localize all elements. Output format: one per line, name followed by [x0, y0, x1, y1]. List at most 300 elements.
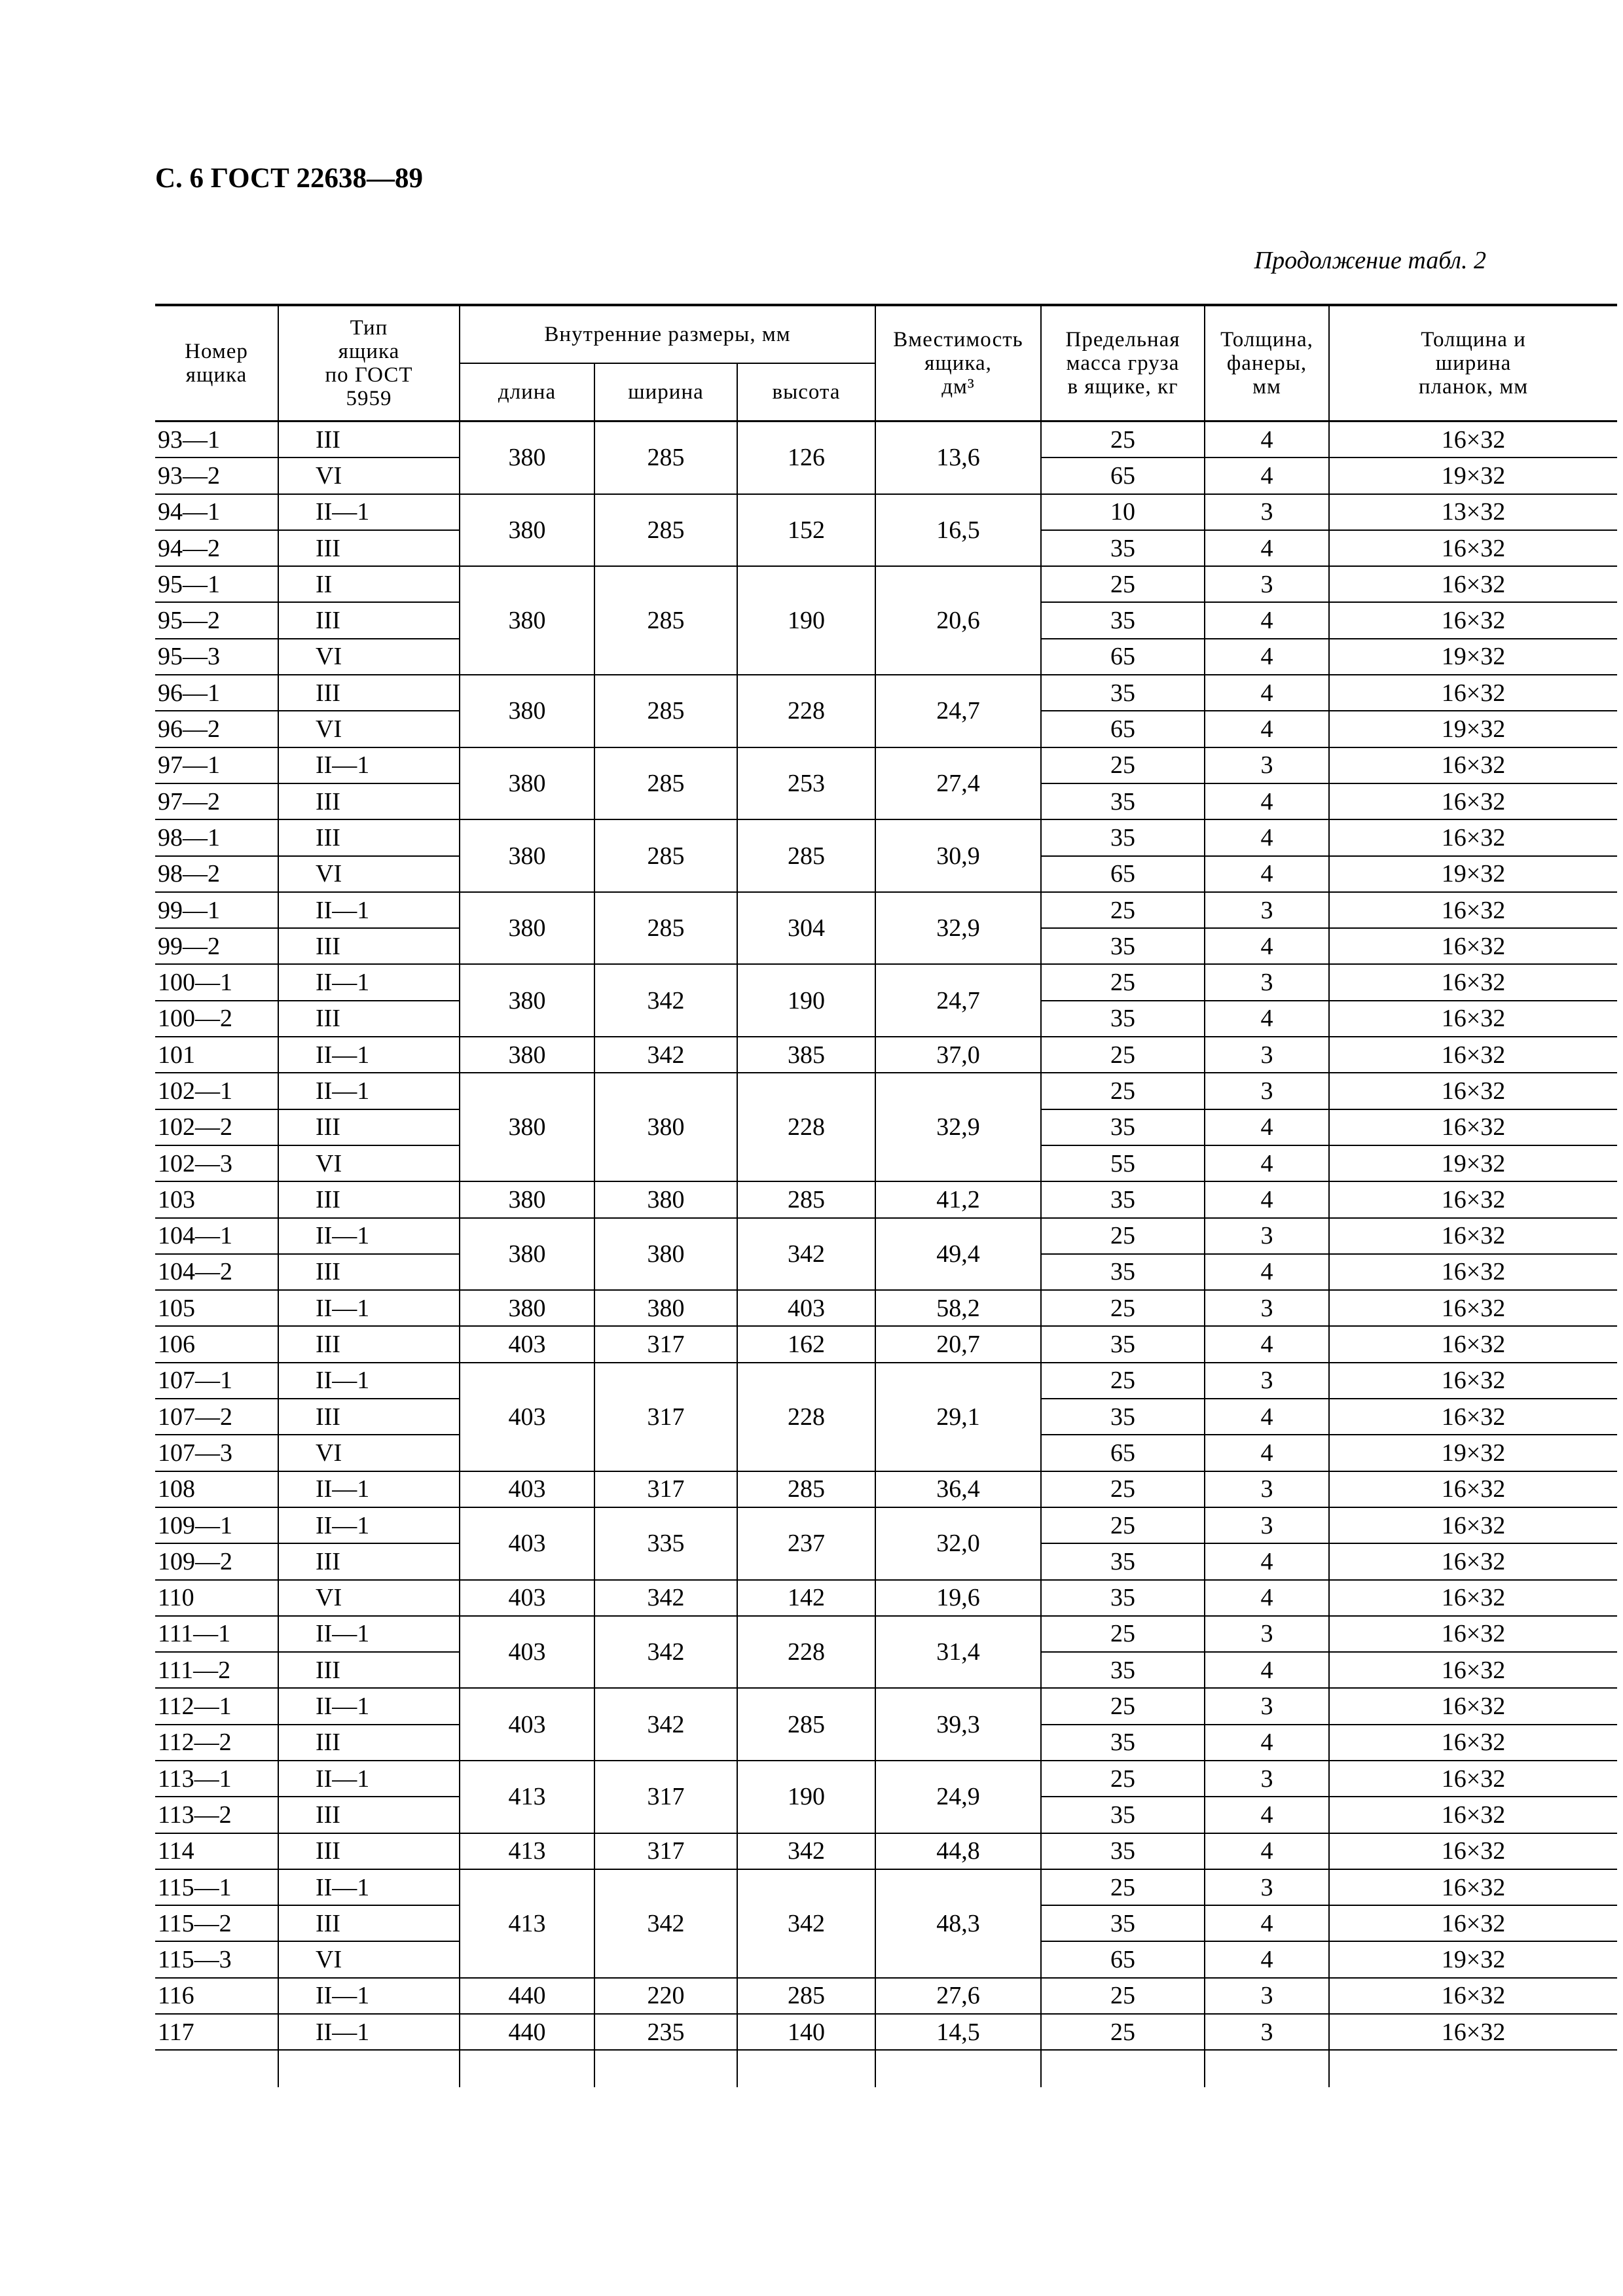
max-mass-cell: 35	[1041, 602, 1205, 638]
box-number-cell: 107—2	[155, 1399, 278, 1435]
max-mass-cell: 35	[1041, 1797, 1205, 1833]
max-mass-cell: 25	[1041, 1073, 1205, 1109]
length-cell: 403	[460, 1363, 594, 1471]
box-number-cell: 97—1	[155, 747, 278, 783]
capacity-cell: 20,7	[875, 1326, 1041, 1362]
box-number-cell: 106	[155, 1326, 278, 1362]
table-row	[155, 1833, 1617, 1869]
plywood-thickness-cell: 3	[1205, 747, 1329, 783]
table-spacer-cell	[1041, 2050, 1205, 2087]
box-dimensions-table	[155, 304, 1529, 2087]
plywood-thickness-cell: 3	[1205, 1471, 1329, 1507]
batten-size-cell: 16×32	[1329, 1797, 1617, 1833]
box-number-cell: 97—2	[155, 783, 278, 819]
width-cell: 342	[594, 1869, 737, 1978]
box-type-cell: II—1	[278, 1761, 460, 1797]
height-cell: 304	[737, 892, 875, 965]
max-mass-cell: 35	[1041, 1905, 1205, 1941]
table-row	[155, 1181, 1617, 1217]
plywood-thickness-cell: 4	[1205, 1181, 1329, 1217]
max-mass-cell: 65	[1041, 711, 1205, 747]
plywood-thickness-cell: 4	[1205, 602, 1329, 638]
table-body	[155, 422, 1617, 2088]
plywood-thickness-cell: 4	[1205, 422, 1329, 458]
batten-size-cell: 16×32	[1329, 1761, 1617, 1797]
width-cell: 235	[594, 2014, 737, 2050]
batten-size-cell: 16×32	[1329, 1833, 1617, 1869]
batten-size-cell: 19×32	[1329, 1941, 1617, 1977]
max-mass-cell: 25	[1041, 1363, 1205, 1399]
plywood-thickness-cell: 3	[1205, 1761, 1329, 1797]
box-number-cell: 108	[155, 1471, 278, 1507]
box-number-cell: 103	[155, 1181, 278, 1217]
batten-size-cell: 16×32	[1329, 1399, 1617, 1435]
plywood-thickness-cell: 3	[1205, 494, 1329, 530]
batten-size-cell: 19×32	[1329, 457, 1617, 493]
box-type-cell: II—1	[278, 494, 460, 530]
box-number-cell: 116	[155, 1978, 278, 2014]
box-number-cell: 110	[155, 1580, 278, 1616]
height-cell: 190	[737, 964, 875, 1037]
box-type-cell: III	[278, 602, 460, 638]
box-number-cell: 115—2	[155, 1905, 278, 1941]
length-cell: 440	[460, 2014, 594, 2050]
batten-size-cell: 19×32	[1329, 1435, 1617, 1471]
length-cell: 440	[460, 1978, 594, 2014]
box-number-cell: 112—1	[155, 1688, 278, 1724]
plywood-thickness-cell: 4	[1205, 711, 1329, 747]
box-number-cell: 96—2	[155, 711, 278, 747]
table-row	[155, 747, 1617, 783]
plywood-thickness-cell: 4	[1205, 1941, 1329, 1977]
height-cell: 285	[737, 1978, 875, 2014]
plywood-thickness-cell: 4	[1205, 1725, 1329, 1761]
height-cell: 152	[737, 494, 875, 567]
batten-size-cell: 16×32	[1329, 747, 1617, 783]
width-cell: 285	[594, 747, 737, 820]
max-mass-cell: 35	[1041, 1652, 1205, 1688]
box-type-cell: II—1	[278, 1507, 460, 1543]
table-row	[155, 1761, 1617, 1797]
capacity-cell: 29,1	[875, 1363, 1041, 1471]
box-type-cell: II—1	[278, 1218, 460, 1254]
max-mass-cell: 65	[1041, 639, 1205, 675]
batten-size-cell: 16×32	[1329, 1181, 1617, 1217]
batten-size-cell: 16×32	[1329, 1688, 1617, 1724]
max-mass-cell: 35	[1041, 1326, 1205, 1362]
max-mass-cell: 35	[1041, 675, 1205, 711]
plywood-thickness-cell: 4	[1205, 1580, 1329, 1616]
plywood-thickness-cell: 4	[1205, 1399, 1329, 1435]
box-type-cell: III	[278, 1652, 460, 1688]
header-max-mass: Предельная масса груза в ящике, кг	[1041, 305, 1205, 422]
plywood-thickness-cell: 3	[1205, 1978, 1329, 2014]
box-number-cell: 93—2	[155, 457, 278, 493]
table-row	[155, 494, 1617, 530]
width-cell: 285	[594, 566, 737, 675]
width-cell: 380	[594, 1218, 737, 1291]
box-type-cell: VI	[278, 1580, 460, 1616]
length-cell: 403	[460, 1326, 594, 1362]
capacity-cell: 27,4	[875, 747, 1041, 820]
batten-size-cell: 16×32	[1329, 602, 1617, 638]
width-cell: 285	[594, 892, 737, 965]
box-number-cell: 111—2	[155, 1652, 278, 1688]
batten-size-cell: 16×32	[1329, 2014, 1617, 2050]
max-mass-cell: 65	[1041, 1941, 1205, 1977]
batten-size-cell: 16×32	[1329, 964, 1617, 1000]
height-cell: 285	[737, 1688, 875, 1761]
plywood-thickness-cell: 4	[1205, 675, 1329, 711]
max-mass-cell: 35	[1041, 1833, 1205, 1869]
table-row	[155, 819, 1617, 855]
plywood-thickness-cell: 4	[1205, 1254, 1329, 1290]
box-number-cell: 94—2	[155, 530, 278, 566]
header-height: высота	[737, 363, 875, 422]
width-cell: 380	[594, 1073, 737, 1181]
table-row	[155, 1326, 1617, 1362]
height-cell: 162	[737, 1326, 875, 1362]
length-cell: 380	[460, 747, 594, 820]
table-row	[155, 1290, 1617, 1326]
max-mass-cell: 25	[1041, 1507, 1205, 1543]
plywood-thickness-cell: 3	[1205, 1616, 1329, 1652]
box-type-cell: III	[278, 1326, 460, 1362]
table-row	[155, 964, 1617, 1000]
box-number-cell: 111—1	[155, 1616, 278, 1652]
box-number-cell: 99—1	[155, 892, 278, 928]
max-mass-cell: 25	[1041, 892, 1205, 928]
box-type-cell: III	[278, 1833, 460, 1869]
capacity-cell: 19,6	[875, 1580, 1041, 1616]
batten-size-cell: 16×32	[1329, 1869, 1617, 1905]
batten-size-cell: 16×32	[1329, 530, 1617, 566]
plywood-thickness-cell: 3	[1205, 964, 1329, 1000]
batten-size-cell: 16×32	[1329, 928, 1617, 964]
box-type-cell: III	[278, 1725, 460, 1761]
box-number-cell: 105	[155, 1290, 278, 1326]
table-row	[155, 1580, 1617, 1616]
batten-size-cell: 16×32	[1329, 1725, 1617, 1761]
header-batten-size: Толщина и ширина планок, мм	[1329, 305, 1617, 422]
batten-size-cell: 16×32	[1329, 1616, 1617, 1652]
plywood-thickness-cell: 4	[1205, 1652, 1329, 1688]
max-mass-cell: 25	[1041, 1869, 1205, 1905]
capacity-cell: 32,9	[875, 892, 1041, 965]
height-cell: 228	[737, 1363, 875, 1471]
box-number-cell: 107—1	[155, 1363, 278, 1399]
box-number-cell: 117	[155, 2014, 278, 2050]
capacity-cell: 58,2	[875, 1290, 1041, 1326]
batten-size-cell: 16×32	[1329, 1580, 1617, 1616]
batten-size-cell: 16×32	[1329, 1109, 1617, 1145]
box-type-cell: III	[278, 1399, 460, 1435]
header-width: ширина	[594, 363, 737, 422]
length-cell: 403	[460, 1616, 594, 1689]
max-mass-cell: 25	[1041, 1616, 1205, 1652]
height-cell: 126	[737, 422, 875, 494]
plywood-thickness-cell: 4	[1205, 1833, 1329, 1869]
plywood-thickness-cell: 3	[1205, 1290, 1329, 1326]
batten-size-cell: 16×32	[1329, 1905, 1617, 1941]
box-type-cell: III	[278, 1797, 460, 1833]
plywood-thickness-cell: 4	[1205, 1435, 1329, 1471]
box-number-cell: 95—2	[155, 602, 278, 638]
width-cell: 317	[594, 1326, 737, 1362]
table-row	[155, 675, 1617, 711]
box-type-cell: III	[278, 675, 460, 711]
max-mass-cell: 25	[1041, 1218, 1205, 1254]
max-mass-cell: 35	[1041, 1181, 1205, 1217]
max-mass-cell: 35	[1041, 530, 1205, 566]
max-mass-cell: 25	[1041, 1471, 1205, 1507]
width-cell: 317	[594, 1761, 737, 1833]
max-mass-cell: 25	[1041, 2014, 1205, 2050]
table-spacer-cell	[1205, 2050, 1329, 2087]
height-cell: 342	[737, 1218, 875, 1291]
capacity-cell: 44,8	[875, 1833, 1041, 1869]
length-cell: 403	[460, 1580, 594, 1616]
length-cell: 380	[460, 675, 594, 747]
box-number-cell: 94—1	[155, 494, 278, 530]
box-type-cell: VI	[278, 1941, 460, 1977]
width-cell: 285	[594, 422, 737, 494]
capacity-cell: 39,3	[875, 1688, 1041, 1761]
box-number-cell: 96—1	[155, 675, 278, 711]
batten-size-cell: 16×32	[1329, 1290, 1617, 1326]
box-number-cell: 109—2	[155, 1543, 278, 1579]
batten-size-cell: 16×32	[1329, 1001, 1617, 1037]
batten-size-cell: 16×32	[1329, 1507, 1617, 1543]
table-row	[155, 892, 1617, 928]
box-type-cell: II—1	[278, 1688, 460, 1724]
table-row	[155, 1037, 1617, 1073]
plywood-thickness-cell: 3	[1205, 2014, 1329, 2050]
table-row	[155, 1869, 1617, 1905]
height-cell: 142	[737, 1580, 875, 1616]
width-cell: 285	[594, 494, 737, 567]
box-type-cell: VI	[278, 1435, 460, 1471]
table-spacer-cell	[460, 2050, 594, 2087]
width-cell: 285	[594, 675, 737, 747]
max-mass-cell: 25	[1041, 1761, 1205, 1797]
max-mass-cell: 35	[1041, 1580, 1205, 1616]
height-cell: 237	[737, 1507, 875, 1580]
plywood-thickness-cell: 4	[1205, 783, 1329, 819]
length-cell: 403	[460, 1471, 594, 1507]
height-cell: 285	[737, 819, 875, 892]
batten-size-cell: 16×32	[1329, 422, 1617, 458]
table-spacer-cell	[155, 2050, 278, 2087]
box-type-cell: III	[278, 1905, 460, 1941]
batten-size-cell: 16×32	[1329, 1037, 1617, 1073]
batten-size-cell: 19×32	[1329, 856, 1617, 892]
box-number-cell: 104—2	[155, 1254, 278, 1290]
length-cell: 380	[460, 1181, 594, 1217]
box-type-cell: II	[278, 566, 460, 602]
length-cell: 380	[460, 1073, 594, 1181]
capacity-cell: 27,6	[875, 1978, 1041, 2014]
capacity-cell: 14,5	[875, 2014, 1041, 2050]
capacity-cell: 30,9	[875, 819, 1041, 892]
max-mass-cell: 35	[1041, 1399, 1205, 1435]
box-type-cell: II—1	[278, 1869, 460, 1905]
table-spacer-cell	[278, 2050, 460, 2087]
capacity-cell: 24,7	[875, 675, 1041, 747]
plywood-thickness-cell: 4	[1205, 639, 1329, 675]
max-mass-cell: 65	[1041, 856, 1205, 892]
batten-size-cell: 16×32	[1329, 1073, 1617, 1109]
plywood-thickness-cell: 4	[1205, 1905, 1329, 1941]
table-row	[155, 1978, 1617, 2014]
length-cell: 380	[460, 819, 594, 892]
width-cell: 380	[594, 1290, 737, 1326]
box-type-cell: VI	[278, 1145, 460, 1181]
width-cell: 342	[594, 964, 737, 1037]
height-cell: 228	[737, 1073, 875, 1181]
box-type-cell: III	[278, 1254, 460, 1290]
length-cell: 380	[460, 566, 594, 675]
table-row	[155, 1507, 1617, 1543]
box-type-cell: III	[278, 1181, 460, 1217]
box-number-cell: 95—3	[155, 639, 278, 675]
box-number-cell: 101	[155, 1037, 278, 1073]
table-spacer-cell	[594, 2050, 737, 2087]
box-number-cell: 98—1	[155, 819, 278, 855]
capacity-cell: 31,4	[875, 1616, 1041, 1689]
table-spacer-cell	[1329, 2050, 1617, 2087]
plywood-thickness-cell: 3	[1205, 1869, 1329, 1905]
batten-size-cell: 19×32	[1329, 711, 1617, 747]
capacity-cell: 49,4	[875, 1218, 1041, 1291]
height-cell: 228	[737, 675, 875, 747]
plywood-thickness-cell: 3	[1205, 1363, 1329, 1399]
length-cell: 380	[460, 1037, 594, 1073]
width-cell: 317	[594, 1363, 737, 1471]
box-number-cell: 93—1	[155, 422, 278, 458]
max-mass-cell: 25	[1041, 1978, 1205, 2014]
box-type-cell: III	[278, 819, 460, 855]
capacity-cell: 24,7	[875, 964, 1041, 1037]
box-type-cell: II—1	[278, 2014, 460, 2050]
capacity-cell: 32,0	[875, 1507, 1041, 1580]
box-type-cell: II—1	[278, 1073, 460, 1109]
plywood-thickness-cell: 4	[1205, 819, 1329, 855]
plywood-thickness-cell: 4	[1205, 530, 1329, 566]
capacity-cell: 16,5	[875, 494, 1041, 567]
capacity-cell: 48,3	[875, 1869, 1041, 1978]
capacity-cell: 20,6	[875, 566, 1041, 675]
box-number-cell: 115—1	[155, 1869, 278, 1905]
length-cell: 380	[460, 422, 594, 494]
length-cell: 413	[460, 1761, 594, 1833]
max-mass-cell: 25	[1041, 1290, 1205, 1326]
max-mass-cell: 25	[1041, 1037, 1205, 1073]
plywood-thickness-cell: 3	[1205, 892, 1329, 928]
length-cell: 380	[460, 892, 594, 965]
box-type-cell: VI	[278, 639, 460, 675]
box-number-cell: 115—3	[155, 1941, 278, 1977]
plywood-thickness-cell: 3	[1205, 1507, 1329, 1543]
table-row	[155, 1688, 1617, 1724]
table-spacer-cell	[737, 2050, 875, 2087]
plywood-thickness-cell: 4	[1205, 1797, 1329, 1833]
length-cell: 380	[460, 1218, 594, 1291]
batten-size-cell: 16×32	[1329, 1652, 1617, 1688]
table-row	[155, 1363, 1617, 1399]
max-mass-cell: 35	[1041, 1254, 1205, 1290]
max-mass-cell: 35	[1041, 928, 1205, 964]
plywood-thickness-cell: 4	[1205, 1543, 1329, 1579]
width-cell: 342	[594, 1688, 737, 1761]
table-row	[155, 566, 1617, 602]
length-cell: 380	[460, 964, 594, 1037]
height-cell: 190	[737, 566, 875, 675]
box-type-cell: VI	[278, 457, 460, 493]
capacity-cell: 24,9	[875, 1761, 1041, 1833]
capacity-cell: 36,4	[875, 1471, 1041, 1507]
batten-size-cell: 16×32	[1329, 1543, 1617, 1579]
table-tail-spacer	[155, 2050, 1617, 2087]
max-mass-cell: 35	[1041, 783, 1205, 819]
width-cell: 342	[594, 1616, 737, 1689]
box-type-cell: VI	[278, 856, 460, 892]
batten-size-cell: 19×32	[1329, 639, 1617, 675]
box-number-cell: 102—1	[155, 1073, 278, 1109]
length-cell: 380	[460, 494, 594, 567]
box-number-cell: 107—3	[155, 1435, 278, 1471]
box-number-cell: 99—2	[155, 928, 278, 964]
box-type-cell: III	[278, 422, 460, 458]
table-row	[155, 2014, 1617, 2050]
height-cell: 228	[737, 1616, 875, 1689]
plywood-thickness-cell: 3	[1205, 1688, 1329, 1724]
batten-size-cell: 16×32	[1329, 1254, 1617, 1290]
box-type-cell: II—1	[278, 1616, 460, 1652]
box-type-cell: II—1	[278, 1978, 460, 2014]
box-number-cell: 98—2	[155, 856, 278, 892]
height-cell: 285	[737, 1181, 875, 1217]
max-mass-cell: 35	[1041, 1543, 1205, 1579]
batten-size-cell: 16×32	[1329, 1978, 1617, 2014]
max-mass-cell: 25	[1041, 1688, 1205, 1724]
box-type-cell: II—1	[278, 1363, 460, 1399]
batten-size-cell: 16×32	[1329, 819, 1617, 855]
plywood-thickness-cell: 4	[1205, 1109, 1329, 1145]
plywood-thickness-cell: 3	[1205, 1037, 1329, 1073]
max-mass-cell: 25	[1041, 747, 1205, 783]
page-title: С. 6 ГОСТ 22638—89	[155, 163, 424, 194]
box-type-cell: II—1	[278, 747, 460, 783]
header-inner-dimensions: Внутренние размеры, мм	[460, 305, 875, 363]
max-mass-cell: 35	[1041, 1725, 1205, 1761]
box-number-cell: 100—2	[155, 1001, 278, 1037]
batten-size-cell: 13×32	[1329, 494, 1617, 530]
box-type-cell: III	[278, 928, 460, 964]
table-spacer-cell	[875, 2050, 1041, 2087]
batten-size-cell: 16×32	[1329, 783, 1617, 819]
box-type-cell: II—1	[278, 964, 460, 1000]
box-number-cell: 102—2	[155, 1109, 278, 1145]
height-cell: 140	[737, 2014, 875, 2050]
table-row	[155, 1471, 1617, 1507]
capacity-cell: 37,0	[875, 1037, 1041, 1073]
height-cell: 285	[737, 1471, 875, 1507]
max-mass-cell: 65	[1041, 1435, 1205, 1471]
box-type-cell: II—1	[278, 892, 460, 928]
batten-size-cell: 19×32	[1329, 1145, 1617, 1181]
box-type-cell: III	[278, 1543, 460, 1579]
